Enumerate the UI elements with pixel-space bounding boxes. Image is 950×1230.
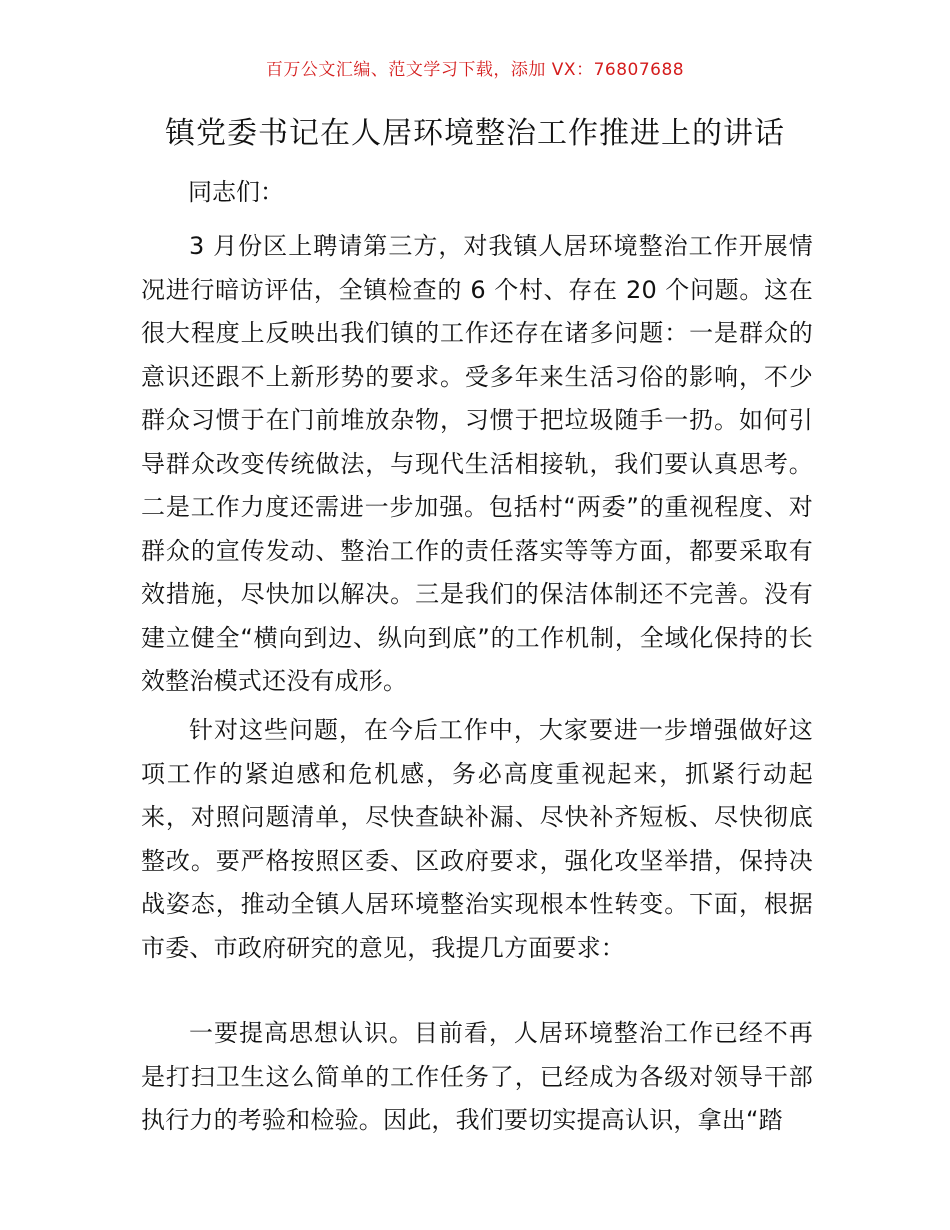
header-watermark-note: 百万公文汇编、范文学习下载，添加 VX：76807688 xyxy=(265,60,685,80)
paragraph-2: 针对这些问题，在今后工作中，大家要进一步增强做好这项工作的紧迫感和危机感，务必高度重视起来，抓紧行动起来，对照问题清单，尽快查缺补漏、尽快补齐短板、尽快彻底整改。要严格按照区委、区政府要求，强化攻坚举措，保持决战姿态，推动全镇人居环境整治实现根本性转变。下面，根据市委、市政府研究的意见，我提几方面要求： xyxy=(141,716,813,962)
document-title: 镇党委书记在人居环境整治工作推进上的讲话 xyxy=(165,116,785,151)
paragraph-1: 3 月份区上聘请第三方，对我镇人居环境整治工作开展情况进行暗访评估，全镇检查的 6 个村、存在 20 个问题。这在很大程度上反映出我们镇的工作还存在诸多问题：一是群众的意识还跟不上新形势的要求。受多年来生活习俗的影响，不少群众习惯于在门前堆放杂物，习惯于把垃圾随手一扔。如何引导群众改变传统做法，与现代生活相接轨，我们要认真思考。二是工作力度还需进一步加强。包括村“两委”的重视程度、对群众的宣传发动、整治工作的责任落实等等方面，都要采取有效措施，尽快加以解决。三是我们的保洁体制还不完善。没有建立健全“横向到边、纵向到底”的工作机制，全域化保持的长效整治模式还没有成形。 xyxy=(141,232,813,695)
salutation: 同志们： xyxy=(188,178,284,206)
paragraph-3: 一要提高思想认识。目前看，人居环境整治工作已经不再是打扫卫生这么简单的工作任务了，已经成为各级对领导干部执行力的考验和检验。因此，我们要切实提高认识，拿出“踏 xyxy=(141,1019,813,1134)
